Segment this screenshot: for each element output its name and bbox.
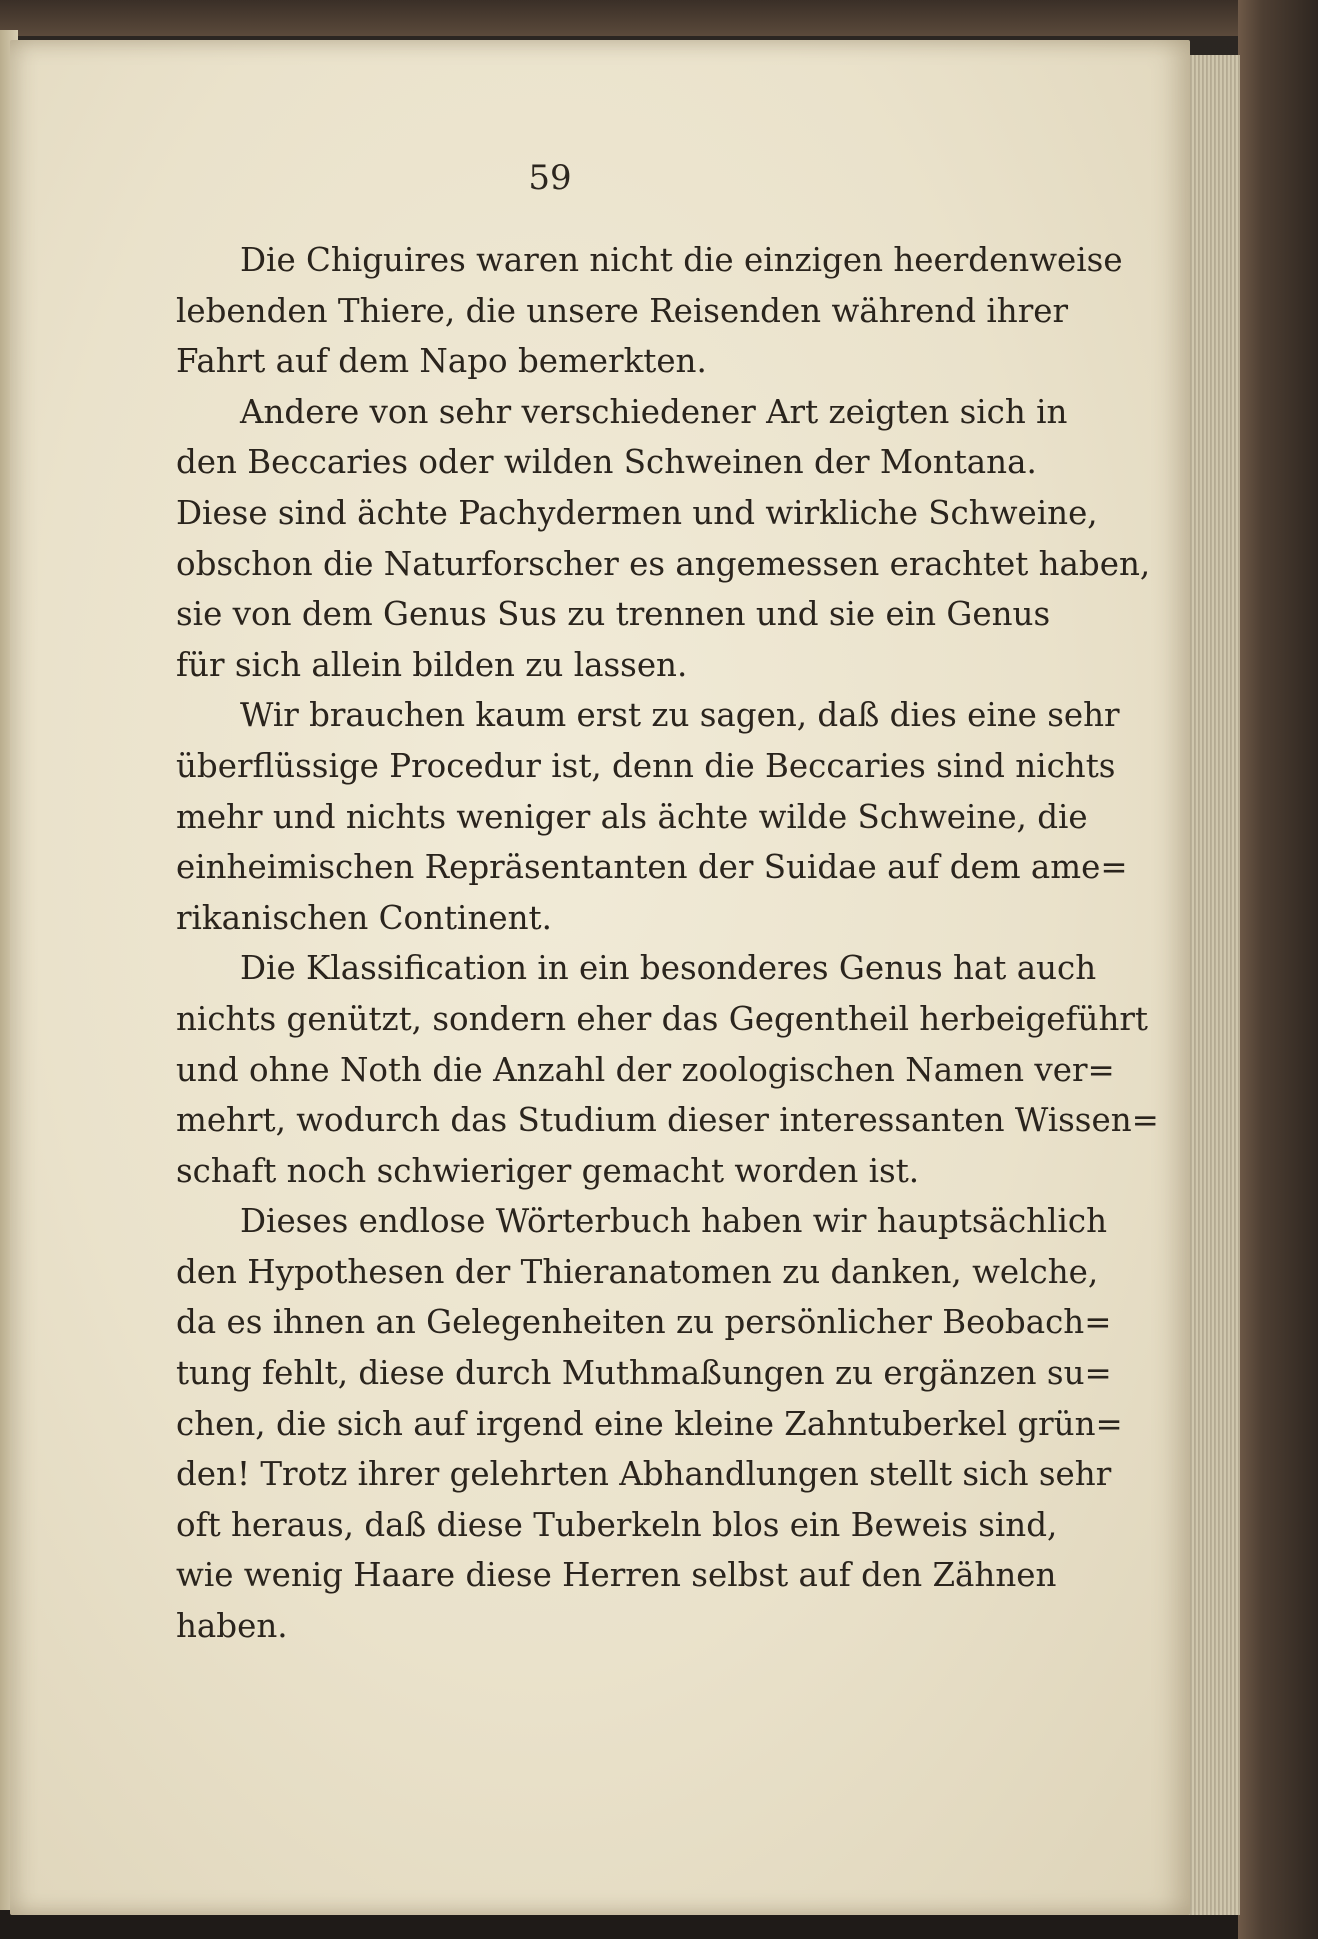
text-line: überflüssige Procedur ist, denn die Beccaries sind nichts <box>176 746 1116 785</box>
text-line: wie wenig Haare diese Herren selbst auf den Zähnen <box>176 1556 1057 1595</box>
text-line: sie von dem Genus Sus zu trennen und sie ein Genus <box>176 595 1051 634</box>
text-line: tung fehlt, diese durch Muthmaßungen zu ergänzen su= <box>176 1354 1112 1393</box>
paragraph-3 <box>112 690 1128 943</box>
text-line: obschon die Naturforscher es angemessen erachtet haben, <box>176 544 1151 583</box>
text-line: lebenden Thiere, die unsere Reisenden während ihrer <box>176 291 1069 330</box>
text-line: den Hypothesen der Thieranatomen zu danken, welche, <box>176 1252 1099 1291</box>
text-line: rikanischen Continent. <box>176 898 552 937</box>
text-line: den Beccaries oder wilden Schweinen der Montana. <box>176 443 1037 482</box>
text-line: für sich allein bilden zu lassen. <box>176 645 688 684</box>
book-cover-top <box>0 0 1318 36</box>
text-line: Wir brauchen kaum erst zu sagen, daß dies eine sehr <box>240 696 1120 735</box>
paragraph-2 <box>112 387 1151 691</box>
text-line: mehrt, wodurch das Studium dieser interessanten Wissen= <box>176 1101 1159 1140</box>
text-line: und ohne Noth die Anzahl der zoologischen Namen ver= <box>176 1050 1115 1089</box>
page-text <box>112 235 1159 1652</box>
page-number: 59 <box>528 158 572 198</box>
text-line: Dieses endlose Wörterbuch haben wir hauptsächlich <box>240 1202 1108 1241</box>
text-line: einheimischen Repräsentanten der Suidae auf dem ame= <box>176 848 1128 887</box>
text-line: mehr und nichts weniger als ächte wilde Schweine, die <box>176 797 1088 836</box>
text-line: Fahrt auf dem Napo bemerkten. <box>176 342 707 381</box>
text-line: nichts genützt, sondern eher das Gegentheil herbeigeführt <box>176 999 1148 1038</box>
text-line: haben. <box>176 1607 288 1646</box>
paragraph-5 <box>112 1196 1123 1651</box>
text-line: den! Trotz ihrer gelehrten Abhandlungen stellt sich sehr <box>176 1455 1112 1494</box>
book-page <box>10 40 1190 1915</box>
text-line: chen, die sich auf irgend eine kleine Zahntuberkel grün= <box>176 1404 1123 1443</box>
book-cover-right <box>1238 0 1318 1939</box>
text-line: oft heraus, daß diese Tuberkeln blos ein Beweis sind, <box>176 1505 1058 1544</box>
text-line: Die Klassification in ein besonderes Genus hat auch <box>240 949 1097 988</box>
text-line: da es ihnen an Gelegenheiten zu persönlicher Beobach= <box>176 1303 1112 1342</box>
text-line: Diese sind ächte Pachydermen und wirkliche Schweine, <box>176 493 1098 532</box>
paragraph-1 <box>112 235 1123 387</box>
text-line: Andere von sehr verschiedener Art zeigten sich in <box>240 392 1068 431</box>
text-line: Die Chiguires waren nicht die einzigen heerdenweise <box>240 241 1123 279</box>
text-line: schaft noch schwieriger gemacht worden ist. <box>176 1151 920 1190</box>
paragraph-4 <box>112 943 1159 1196</box>
